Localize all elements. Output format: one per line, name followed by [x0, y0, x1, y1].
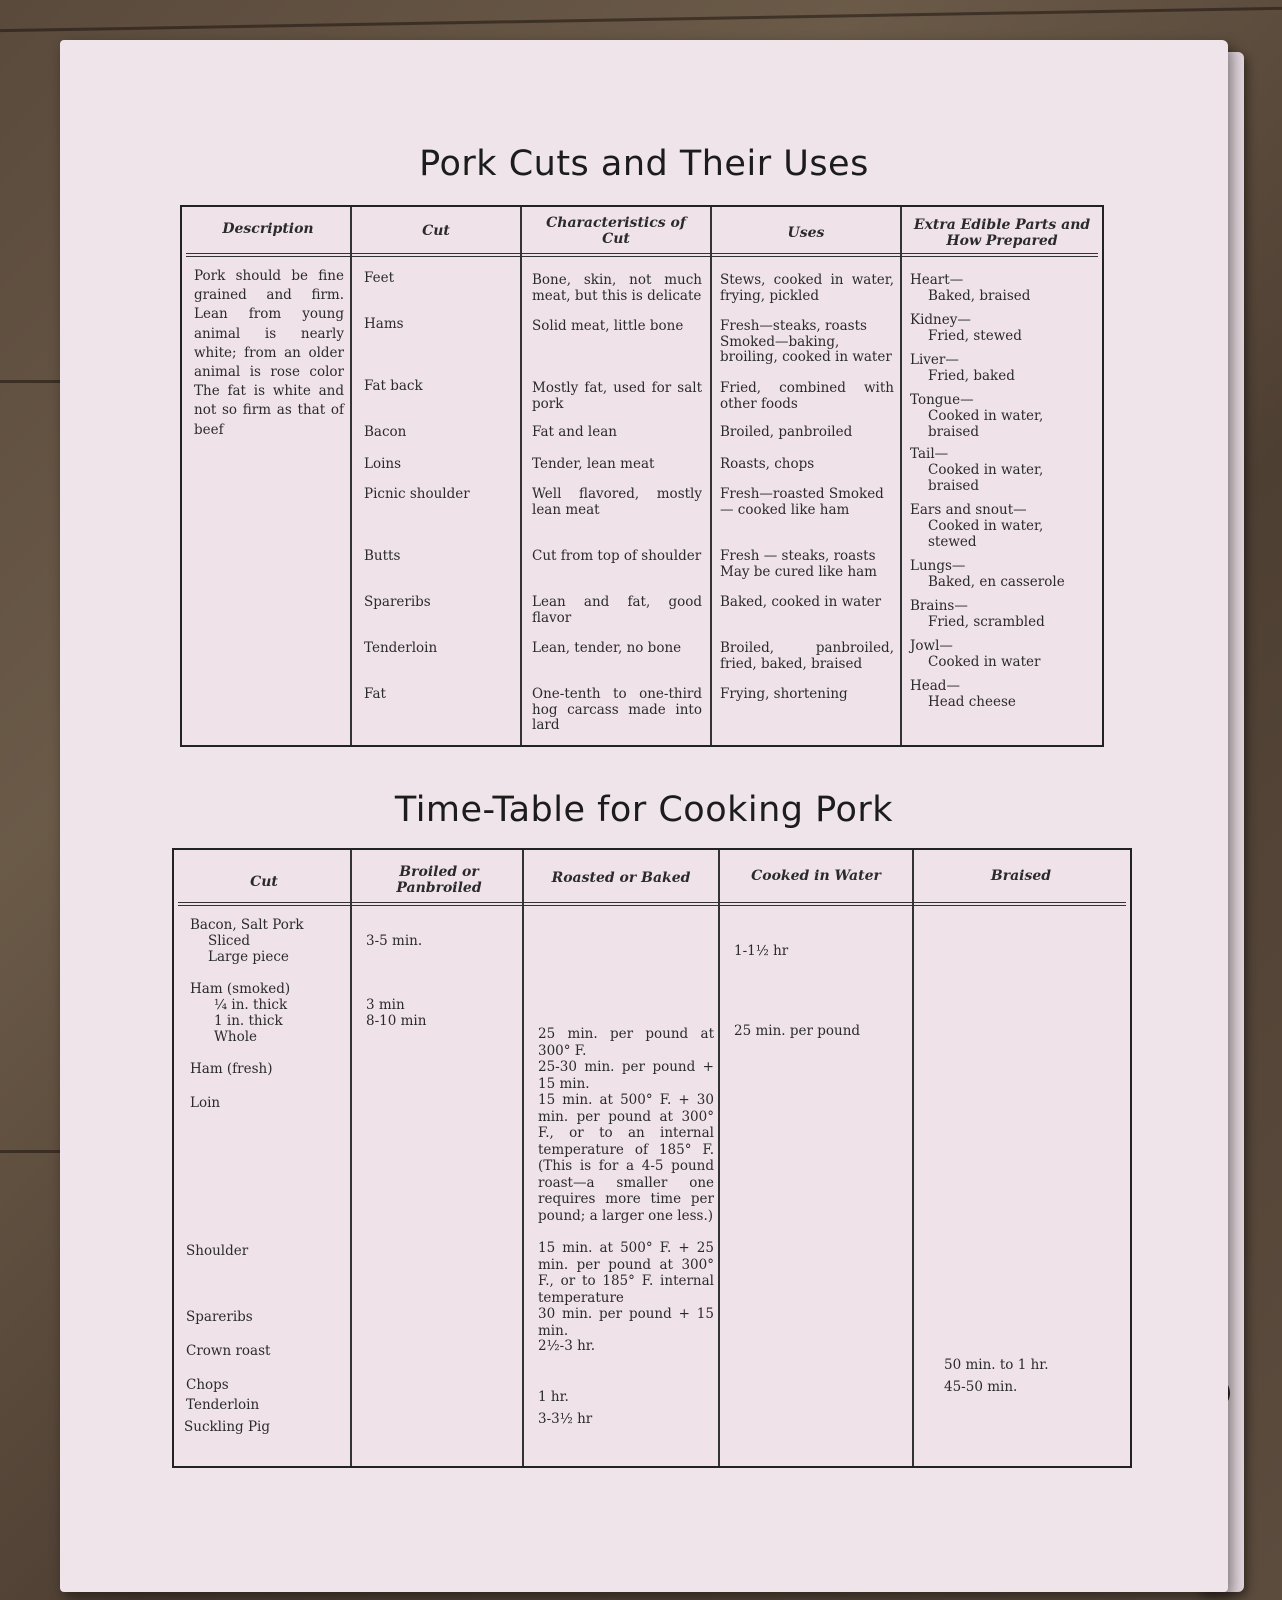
- cut-characteristics: Well flavored, mostly lean meat: [532, 486, 702, 518]
- water-time: 25 min. per pound: [734, 1023, 861, 1039]
- cut-characteristics: One-tenth to one-third hog carcass made into lard: [532, 686, 702, 733]
- extra-part-prep: Cooked in water, braised: [928, 408, 1044, 440]
- extra-part-name: Tongue—: [910, 392, 974, 408]
- roasted-time: 30 min. per pound + 15 min.: [538, 1306, 714, 1339]
- cut-label: Bacon, Salt Pork: [190, 917, 304, 933]
- header-broiled: Broiled or Panbroiled: [396, 864, 482, 896]
- cut-label: Large piece: [208, 949, 289, 965]
- header-extra-parts: Extra Edible Parts and How Prepared: [913, 217, 1091, 249]
- cut-uses: Roasts, chops: [720, 456, 815, 472]
- column-divider: [718, 850, 720, 1466]
- header-cut: Cut: [422, 223, 450, 239]
- cut-characteristics: Tender, lean meat: [532, 456, 655, 472]
- cut-name: Tenderloin: [364, 640, 438, 656]
- extra-part-name: Heart—: [910, 272, 964, 288]
- floor-seam: [0, 7, 1282, 32]
- cut-label: Ham (smoked): [190, 981, 291, 997]
- cut-uses: Broiled, panbroiled: [720, 424, 853, 440]
- header-rule: [178, 902, 1126, 906]
- cut-uses: Stews, cooked in water, frying, pickled: [720, 272, 894, 304]
- extra-part-name: Liver—: [910, 352, 959, 368]
- floor-seam: [0, 1150, 60, 1153]
- roasted-time: 1 hr.: [538, 1389, 569, 1405]
- extra-part-prep: Cooked in water, stewed: [928, 518, 1044, 550]
- cut-label: Whole: [214, 1029, 258, 1045]
- roasted-time: 25-30 min. per pound + 15 min.: [538, 1059, 714, 1092]
- braised-time: 50 min. to 1 hr.: [944, 1357, 1049, 1373]
- roasted-time: 3-3½ hr: [538, 1411, 593, 1427]
- column-divider: [350, 207, 352, 745]
- cut-characteristics: Lean and fat, good flavor: [532, 594, 702, 626]
- extra-part-name: Kidney—: [910, 312, 971, 328]
- time-table: [172, 848, 1132, 1468]
- cut-label: Spareribs: [186, 1309, 253, 1325]
- extra-part-prep: Fried, stewed: [928, 328, 1022, 344]
- cut-label: Sliced: [208, 933, 251, 949]
- extra-part-prep: Cooked in water, braised: [928, 462, 1044, 494]
- cuts-table-title: Pork Cuts and Their Uses: [419, 144, 869, 184]
- extra-part-prep: Baked, en casserole: [928, 574, 1065, 590]
- header-description: Description: [222, 221, 314, 237]
- cut-characteristics: Bone, skin, not much meat, but this is delicate: [532, 272, 702, 304]
- cut-label: Suckling Pig: [184, 1419, 270, 1435]
- cut-characteristics: Solid meat, little bone: [532, 318, 684, 334]
- cut-label: Ham (fresh): [190, 1061, 273, 1077]
- cut-label: 1 in. thick: [214, 1013, 283, 1029]
- extra-part-prep: Head cheese: [928, 694, 1016, 710]
- broiled-time: 3 min: [366, 997, 405, 1013]
- cut-name: Feet: [364, 270, 395, 286]
- cut-name: Butts: [364, 548, 401, 564]
- header-cut: Cut: [250, 874, 278, 890]
- broiled-time: 3-5 min.: [366, 933, 423, 949]
- description-text: Pork should be fine grained and firm. Lean from young animal is nearly white; from an older animal is rose color The fat is white and not so firm as that of beef: [194, 268, 344, 438]
- roasted-time: 25 min. per pound at 300° F.: [538, 1026, 714, 1059]
- cut-name: Spareribs: [364, 594, 431, 610]
- extra-part-prep: Cooked in water: [928, 654, 1041, 670]
- extra-part-name: Head—: [910, 678, 960, 694]
- cut-characteristics: Fat and lean: [532, 424, 617, 440]
- pork-cuts-table: [180, 205, 1104, 747]
- extra-part-prep: Fried, scrambled: [928, 614, 1045, 630]
- header-rule: [186, 253, 1098, 257]
- column-divider: [522, 850, 524, 1466]
- cut-uses: Frying, shortening: [720, 686, 848, 702]
- cut-uses: Fried, combined with other foods: [720, 380, 894, 412]
- header-water: Cooked in Water: [751, 868, 881, 884]
- column-divider: [520, 207, 522, 745]
- column-divider: [710, 207, 712, 745]
- column-divider: [900, 207, 902, 745]
- extra-part-name: Ears and snout—: [910, 502, 1027, 518]
- cut-name: Fat: [364, 686, 386, 702]
- roasted-time: 15 min. at 500° F. + 25 min. per pound at 300° F., or to 185° F. internal temperature: [538, 1240, 714, 1306]
- cut-label: Tenderloin: [186, 1397, 260, 1413]
- extra-part-name: Jowl—: [910, 638, 953, 654]
- cut-name: Loins: [364, 456, 402, 472]
- cut-uses: Fresh—roasted Smoked — cooked like ham: [720, 486, 884, 518]
- cut-characteristics: Lean, tender, no bone: [532, 640, 682, 656]
- braised-time: 45-50 min.: [944, 1379, 1018, 1395]
- header-characteristics: Characteristics of Cut: [546, 215, 686, 247]
- extra-part-prep: Fried, baked: [928, 368, 1015, 384]
- water-time: 1-1½ hr: [734, 943, 789, 959]
- cut-characteristics: Mostly fat, used for salt pork: [532, 380, 702, 412]
- cut-characteristics: Cut from top of shoulder: [532, 548, 702, 564]
- cut-uses: Fresh—steaks, roasts Smoked—baking, broiling, cooked in water: [720, 318, 892, 365]
- floor-seam: [0, 380, 60, 383]
- roasted-time: 2½-3 hr.: [538, 1338, 596, 1354]
- header-roasted: Roasted or Baked: [551, 870, 691, 886]
- cut-name: Fat back: [364, 378, 423, 394]
- cut-label: Shoulder: [186, 1243, 249, 1259]
- cut-name: Bacon: [364, 424, 407, 440]
- cut-uses: Baked, cooked in water: [720, 594, 882, 610]
- cut-name: Hams: [364, 316, 404, 332]
- recipe-page: [60, 40, 1228, 1592]
- cut-label: Loin: [190, 1095, 221, 1111]
- cut-name: Picnic shoulder: [364, 486, 470, 502]
- column-divider: [912, 850, 914, 1466]
- roasted-time: 15 min. at 500° F. + 30 min. per pound at 300° F., or to an internal temperature of 185° F. (This is for a 4-5 pound roast—a smaller one requires more time per pound; a larger one less.): [538, 1092, 714, 1224]
- extra-part-name: Tail—: [910, 446, 949, 462]
- cut-label: Chops: [186, 1377, 229, 1393]
- extra-part-prep: Baked, braised: [928, 288, 1031, 304]
- cut-uses: Broiled, panbroiled, fried, baked, braised: [720, 640, 894, 672]
- extra-part-name: Lungs—: [910, 558, 966, 574]
- cut-label: Crown roast: [186, 1343, 271, 1359]
- header-braised: Braised: [990, 868, 1052, 884]
- time-table-title: Time-Table for Cooking Pork: [394, 790, 894, 830]
- header-uses: Uses: [787, 225, 825, 241]
- broiled-time: 8-10 min: [366, 1013, 427, 1029]
- extra-part-name: Brains—: [910, 598, 968, 614]
- cut-label: ¼ in. thick: [214, 997, 288, 1013]
- cut-uses: Fresh — steaks, roasts May be cured like ham: [720, 548, 877, 580]
- column-divider: [350, 850, 352, 1466]
